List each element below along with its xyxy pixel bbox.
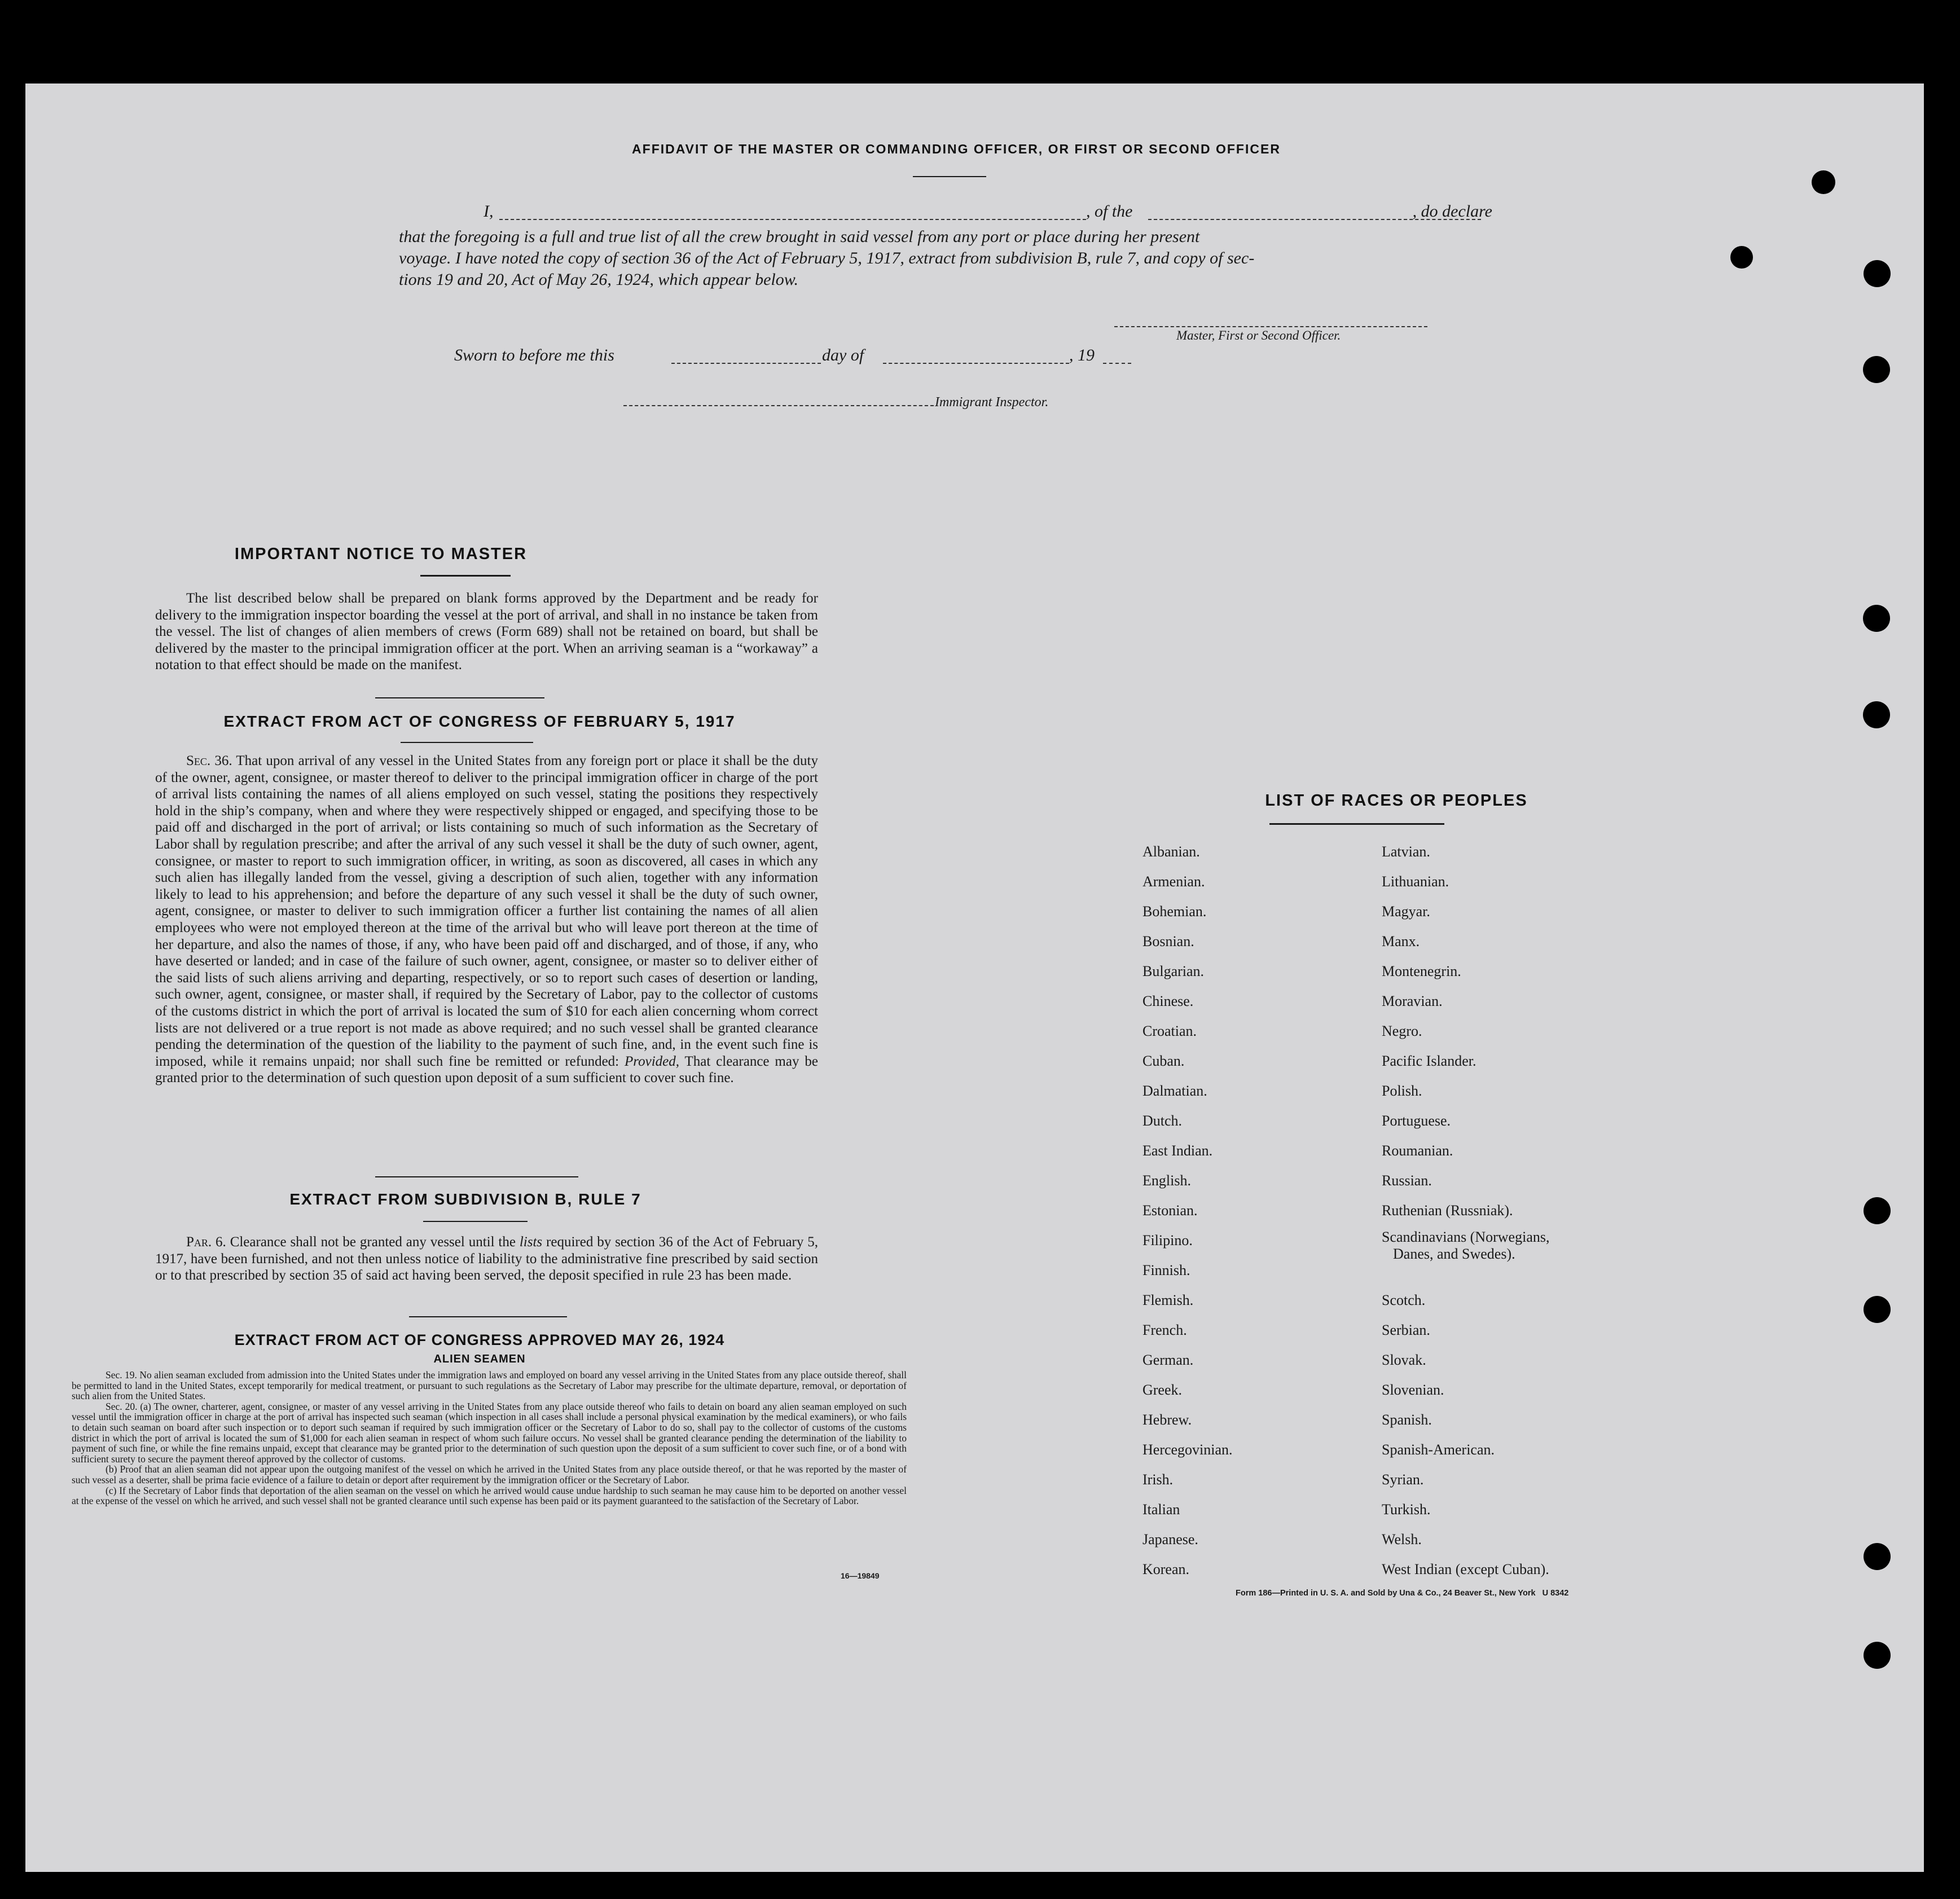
race-item: Roumanian. xyxy=(1382,1142,1453,1159)
race-item: Armenian. xyxy=(1142,873,1205,890)
notice-title-rule xyxy=(420,575,511,577)
inspector-signature-label: Immigrant Inspector. xyxy=(935,395,1049,410)
race-item: Spanish. xyxy=(1382,1412,1432,1428)
race-item-scandinavians xyxy=(1382,1225,1550,1262)
rule-7-title: EXTRACT FROM SUBDIVISION B, RULE 7 xyxy=(289,1190,641,1208)
act-1924-body xyxy=(72,1370,907,1506)
sec-20a-text: Sec. 20. (a) The owner, charterer, agent, consignee, or master of any vessel arriving in the United States from any place outside thereof who fails to detain on board any alien seaman employed on such vessel until the immigration officer in charge at the port of arrival has inspected such seaman (which inspection in all cases shall include a personal physical examination by the medical examiners), or who fails to detain such seaman on board after such inspection or to deport such seaman if required by such immigration officer or the Secretary of Labor to do so, shall pay to the collector of customs of the customs district in which the port of arrival is located the sum of $1,000 for each alien seaman in respect of whom such failure occurs. No vessel shall be granted clearance pending the determination of the liability to payment of such fine, or while the fine remains unpaid, except that clearance may be granted prior to the determination of such question upon the deposit of a sum sufficient to cover such fine, or of a bond with sufficient surety to secure the payment thereof approved by the collector of customs. xyxy=(72,1400,907,1465)
sworn-year-label: , 19 xyxy=(1069,346,1095,364)
race-item: Italian xyxy=(1142,1501,1180,1518)
par-6-label: Par. 6. xyxy=(186,1234,226,1250)
race-item: Syrian. xyxy=(1382,1471,1424,1488)
affidavit-text-line-3: voyage. I have noted the copy of section 36 of the Act of February 5, 1917, extract from subdivision B, rule 7, and copy of sec- xyxy=(399,249,1255,267)
race-item: Manx. xyxy=(1382,933,1420,950)
sworn-year-blank xyxy=(1103,363,1131,364)
race-item: Slovenian. xyxy=(1382,1382,1444,1398)
race-item: French. xyxy=(1142,1322,1187,1338)
master-signature-label: Master, First or Second Officer. xyxy=(1176,328,1341,342)
races-left-column xyxy=(1142,837,1233,1584)
race-item: Montenegrin. xyxy=(1382,963,1461,979)
affidavit-of-the-label: , of the xyxy=(1086,202,1133,221)
race-item: Slovak. xyxy=(1382,1352,1426,1368)
race-item: Welsh. xyxy=(1382,1531,1422,1548)
race-item: Bulgarian. xyxy=(1142,963,1205,979)
sec-20b-text: (b) Proof that an alien seaman did not appear upon the outgoing manifest of the vessel on which he arrived in the United States from any place outside thereof, or that he was reported by the master of such vessel as a deserter, shall be prima facie evidence of a failure to detain or deport after requirement by the immigration officer or the Secretary of Labor. xyxy=(72,1463,907,1485)
race-item: Estonian. xyxy=(1142,1202,1198,1219)
race-item: Pacific Islander. xyxy=(1382,1053,1476,1069)
affidavit-line-1 xyxy=(420,202,1492,225)
rule-7-rule xyxy=(409,1316,567,1317)
punch-hole xyxy=(1812,170,1835,194)
punch-hole xyxy=(1864,260,1891,287)
race-item: Serbian. xyxy=(1382,1322,1430,1338)
race-item: Chinese. xyxy=(1142,993,1194,1009)
sec-36-label: Sec. 36. xyxy=(186,753,232,768)
affidavit-title-rule xyxy=(913,176,986,177)
race-item: Ruthenian (Russniak). xyxy=(1382,1202,1513,1219)
act-1924-subtitle: ALIEN SEAMEN xyxy=(433,1353,526,1365)
race-item: Dalmatian. xyxy=(1142,1083,1207,1099)
affidavit-text-line-2: that the foregoing is a full and true list of all the crew brought in said vessel from any port or place during her present xyxy=(399,227,1200,246)
rule-7-title-rule xyxy=(423,1221,528,1222)
sec-20c-text: (c) If the Secretary of Labor finds that deportation of the alien seaman on the vessel on which he arrived would cause undue hardship to such seaman he may cause him to be deported on another vessel at the expense of the vessel on which he arrived, and such vessel shall not be granted clearance until such expense has been paid or its payment guaranteed to the satisfaction of the Secretary of Labor. xyxy=(72,1484,907,1507)
race-item: Polish. xyxy=(1382,1083,1422,1099)
sworn-day-blank xyxy=(671,363,821,364)
race-item: German. xyxy=(1142,1352,1194,1368)
affidavit-title: AFFIDAVIT OF THE MASTER OR COMMANDING OFFICER, OR FIRST OR SECOND OFFICER xyxy=(632,142,1281,156)
punch-hole xyxy=(1864,1296,1891,1323)
act-1924-title: EXTRACT FROM ACT OF CONGRESS APPROVED MAY 26, 1924 xyxy=(234,1331,725,1348)
race-item: Negro. xyxy=(1382,1023,1422,1039)
affidavit-name-blank xyxy=(499,219,1086,220)
notice-title: IMPORTANT NOTICE TO MASTER xyxy=(234,545,528,563)
master-signature-line xyxy=(1114,326,1427,327)
race-item: Lithuanian. xyxy=(1382,873,1449,890)
inspector-signature-line xyxy=(623,405,934,406)
race-item: West Indian (except Cuban). xyxy=(1382,1561,1549,1577)
race-item: Irish. xyxy=(1142,1471,1174,1488)
race-item: Flemish. xyxy=(1142,1292,1194,1308)
race-item: English. xyxy=(1142,1172,1191,1189)
race-item: Russian. xyxy=(1382,1172,1432,1189)
race-item: Hercegovinian. xyxy=(1142,1441,1233,1458)
affidavit-text-line-4: tions 19 and 20, Act of May 26, 1924, which appear below. xyxy=(399,270,799,289)
race-item: Portuguese. xyxy=(1382,1113,1451,1129)
punch-hole xyxy=(1864,1543,1891,1570)
race-item: Albanian. xyxy=(1142,843,1200,860)
scandinavians-line-1: Scandinavians (Norwegians, xyxy=(1382,1229,1550,1245)
race-item: Finnish. xyxy=(1142,1262,1190,1278)
sworn-prefix: Sworn to before me this xyxy=(454,346,614,364)
race-item: Dutch. xyxy=(1142,1113,1183,1129)
manifest-back-page xyxy=(25,83,1924,1872)
race-item: Bohemian. xyxy=(1142,903,1207,920)
race-item: Spanish-American. xyxy=(1382,1441,1495,1458)
act-1917-rule xyxy=(375,1176,578,1177)
race-item: Cuban. xyxy=(1142,1053,1185,1069)
act-1917-title: EXTRACT FROM ACT OF CONGRESS OF FEBRUARY 5, 1917 xyxy=(223,713,736,730)
punch-hole xyxy=(1863,356,1890,383)
races-title-rule xyxy=(1269,823,1444,825)
par-6-text-b: required by section 36 of the Act of February 5, 1917, have been furnished, and not then unless notice of liability to the administrative fine prescribed by said section or to that prescribed by section 35 of said act having been served, the deposit specified in rule 23 has been made. xyxy=(155,1234,818,1283)
race-item: Hebrew. xyxy=(1142,1412,1192,1428)
punch-hole xyxy=(1864,1197,1891,1224)
sworn-day-of-label: day of xyxy=(822,346,864,364)
punch-hole xyxy=(1864,1642,1891,1669)
race-item: Japanese. xyxy=(1142,1531,1198,1548)
par-6-text-a: Clearance shall not be granted any vessel until the xyxy=(230,1234,516,1250)
affidavit-declare-label: , do declare xyxy=(1412,202,1492,221)
race-item: East Indian. xyxy=(1142,1142,1213,1159)
race-item: Scotch. xyxy=(1382,1292,1426,1308)
sworn-line xyxy=(454,346,1188,368)
print-code: 16—19849 xyxy=(841,1571,880,1580)
race-item: Moravian. xyxy=(1382,993,1443,1009)
provided-word: Provided, xyxy=(625,1053,679,1069)
race-item: Turkish. xyxy=(1382,1501,1431,1518)
notice-rule xyxy=(375,697,544,698)
race-item: Magyar. xyxy=(1382,903,1430,920)
affidavit-i-label: I, xyxy=(484,202,494,221)
punch-hole xyxy=(1863,605,1890,632)
punch-hole xyxy=(1863,701,1890,728)
races-right-column xyxy=(1382,837,1549,1584)
act-1917-title-rule xyxy=(401,742,533,743)
lists-word: lists xyxy=(519,1234,543,1250)
sec-36-text-end: That clearance may be granted prior to the determination of such question upon deposit of a sum sufficient to cover such fine. xyxy=(155,1053,818,1086)
sworn-month-blank xyxy=(883,363,1069,364)
race-item: Filipino. xyxy=(1142,1232,1193,1249)
sec-36-text: That upon arrival of any vessel in the United States from any foreign port or place it shall be the duty of the owner, agent, consignee, or master thereof to deliver to the principal immigration officer in charge of the port of arrival lists containing the names of all aliens employed on such vessel, stating the positions they respectively hold in the ship’s company, when and where they were respectively shipped or engaged, and specifying those to be paid off and discharged in the port of arrival; or lists containing so much of such information as the Secretary of Labor shall by regulation prescribe; and after the arrival of any such vessel it shall be the duty of such owner, agent, consignee, or master to report to such immigration officer, in writing, as soon as discovered, all cases in which any such alien has illegally landed from the vessel, giving a description of such alien, together with any information likely to lead to his apprehension; and before the departure of any such vessel it shall be the duty of such owner, agent, consignee, or master to deliver to such immigration officer a further list containing the names of all alien employees who were not employed thereon at the time of the arrival but who will leave port thereon at the time of her departure, and also the names of those, if any, who have been paid off and discharged, and of those, if any, who have deserted or landed; and in case of the failure of such owner, agent, consignee, or master so to deliver either of the said lists of such aliens arriving and departing, respectively, or so to report such cases of desertion or landing, such owner, agent, consignee, or master shall, if required by the Secretary of Labor, pay to the collector of customs of the customs district in which the port of arrival is located the sum of $10 for each alien concerning whom correct lists are not delivered or a true report is not made as above required; and no such vessel shall be granted clearance pending the determination of the question of the liability to the payment of such fine, and, in the event such fine is imposed, while it remains unpaid; nor shall such fine be remitted or refunded: xyxy=(155,753,818,1069)
notice-body: The list described below shall be prepared on blank forms approved by the Department and be ready for delivery to the immigration inspector boarding the vessel at the port of arrival, and shall in no instance be taken from the vessel. The list of changes of alien members of crews (Form 689) shall not be retained on board, but shall be delivered by the master to the principal immigration officer at the port. When an arriving seaman is a “workaway” a notation to that effect should be made on the manifest. xyxy=(155,591,818,672)
race-item: Greek. xyxy=(1142,1382,1183,1398)
scandinavians-line-2: Danes, and Swedes). xyxy=(1393,1246,1515,1262)
sec-19-text: Sec. 19. No alien seaman excluded from admission into the United States under the immigration laws and employed on board any vessel arriving in the United States from any place outside thereof, shall be permitted to land in the United States, except temporarily for medical treatment, or pursuant to such regulations as the Secretary of Labor may prescribe for the ultimate departure, removal, or deportation of such alien from the United States. xyxy=(72,1369,907,1402)
race-item: Latvian. xyxy=(1382,843,1430,860)
race-item: Korean. xyxy=(1142,1561,1190,1577)
rule-7-body xyxy=(155,1234,818,1284)
race-item: Bosnian. xyxy=(1142,933,1194,950)
races-title: LIST OF RACES OR PEOPLES xyxy=(1265,792,1528,810)
punch-hole xyxy=(1730,246,1753,269)
act-1917-body xyxy=(155,753,818,1087)
race-item: Croatian. xyxy=(1142,1023,1197,1039)
form-footer: Form 186—Printed in U. S. A. and Sold by Una & Co., 24 Beaver St., New York U 8342 xyxy=(1236,1589,1569,1598)
